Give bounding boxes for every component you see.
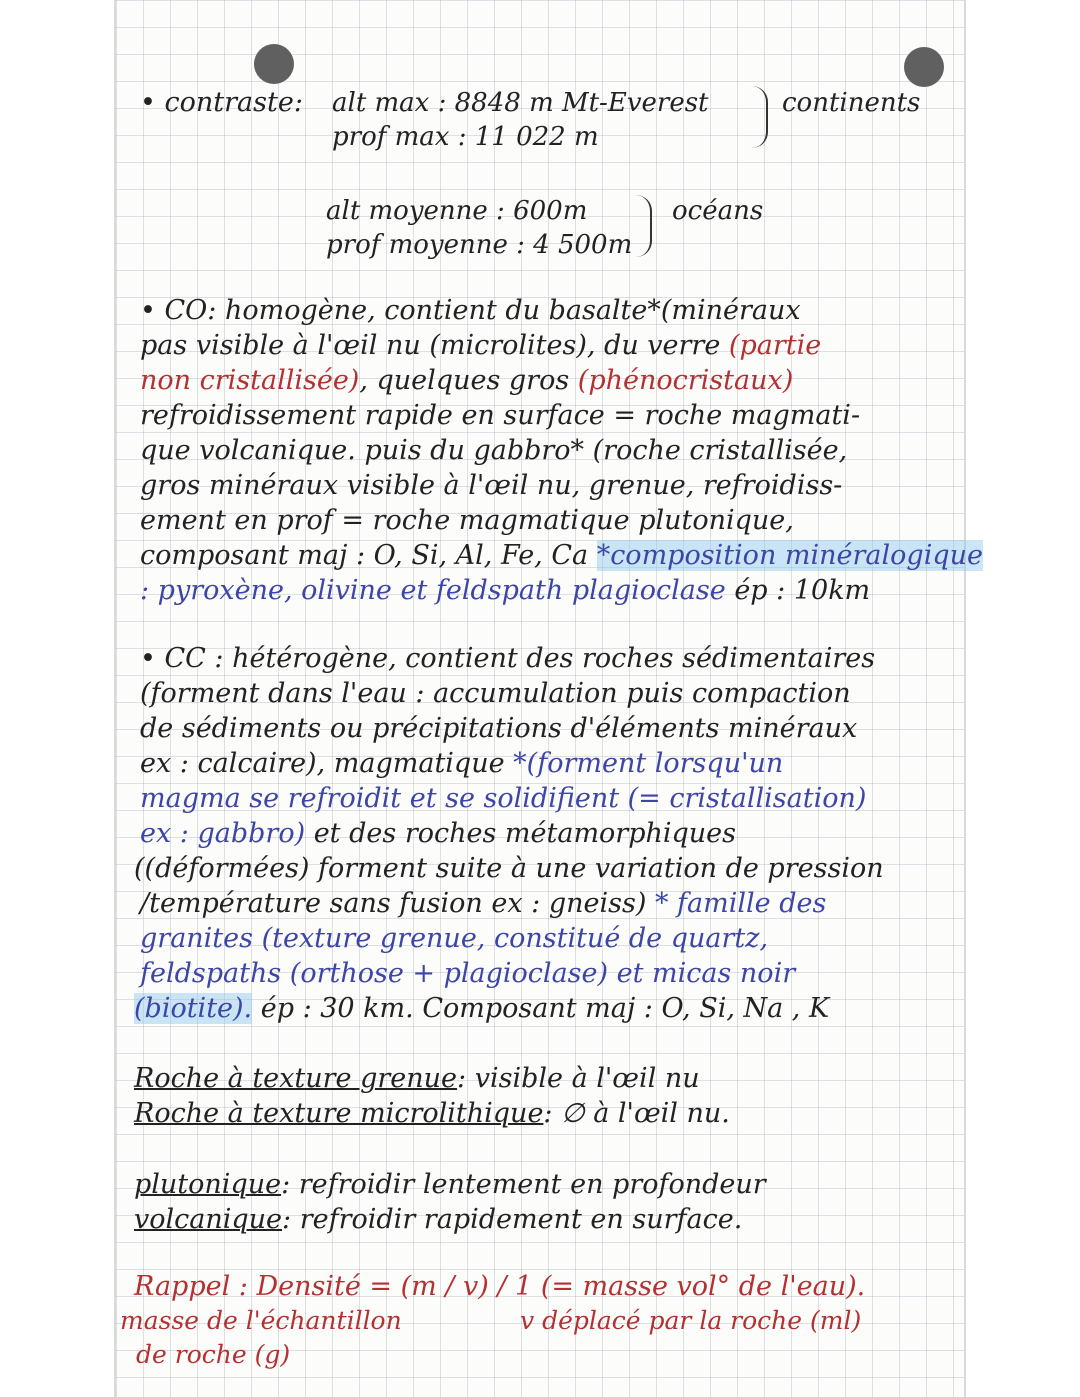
- rappel-volume: v déplacé par la roche (ml): [520, 1306, 862, 1335]
- co-line-7: ement en prof = roche magmatique plutonique,: [140, 505, 794, 536]
- cc-line-6a: ex : gabbro): [140, 818, 306, 849]
- cc-line-11: [134, 994, 829, 1024]
- texture-micro-def: : ∅ à l'œil nu.: [543, 1098, 730, 1129]
- cc-line-3: de sédiments ou précipitations d'éléments minéraux: [140, 713, 858, 744]
- cc-line-9: granites (texture grenue, constitué de quartz,: [140, 923, 769, 954]
- co-line-9b: ép : 10km: [725, 575, 871, 606]
- co-line-5: que volcanique. puis du gabbro* (roche cristallisée,: [140, 435, 848, 466]
- punch-hole-right: [904, 47, 944, 87]
- co-line-4: refroidissement rapide en surface = roche magmati-: [140, 400, 861, 431]
- cc-line-4b: *(forment lorsqu'un: [513, 748, 784, 779]
- type-volcanique: [134, 1205, 742, 1235]
- cc-line-5: magma se refroidit et se solidifient (= cristallisation): [140, 783, 867, 814]
- texture-grenue-label: Roche à texture grenue: [134, 1063, 458, 1094]
- co-line-2b: (partie: [728, 330, 822, 361]
- brace-continents: [752, 86, 768, 148]
- cc-line-1: • CC : hétérogène, contient des roches sédimentaires: [140, 643, 876, 674]
- cc-line-8a: /température sans fusion ex : gneiss): [140, 888, 655, 919]
- co-line-6: gros minéraux visible à l'œil nu, grenue, refroidiss-: [140, 470, 843, 501]
- co-line-3: [140, 366, 793, 396]
- co-line-3a: non cristallisée): [140, 365, 360, 396]
- cc-line-11b: ép : 30 km. Composant maj : O, Si, Na , K: [252, 993, 830, 1024]
- cc-line-10: feldspaths (orthose + plagioclase) et micas noir: [140, 958, 796, 989]
- co-line-2a: pas visible à l'œil nu (microlites), du verre: [140, 330, 729, 361]
- group-oceans: océans: [672, 196, 764, 226]
- co-line-2: [140, 331, 821, 361]
- texture-grenue: [134, 1064, 700, 1094]
- co-line-8: [140, 541, 983, 571]
- co-line-1: • CO: homogène, contient du basalte*(minéraux: [140, 295, 801, 326]
- cc-line-11a: (biotite).: [134, 993, 253, 1024]
- type-plutonique-def: : refroidir lentement en profondeur: [281, 1169, 766, 1200]
- contraste-prof-moyenne: prof moyenne : 4 500m: [326, 230, 633, 260]
- type-volcanique-def: : refroidir rapidement en surface.: [282, 1204, 743, 1235]
- texture-micro: [134, 1099, 730, 1129]
- co-line-8a: composant maj : O, Si, Al, Fe, Ca: [140, 540, 597, 571]
- contraste-alt-max: alt max : 8848 m Mt-Everest: [332, 88, 709, 118]
- brace-oceans: [636, 195, 652, 257]
- rappel-masse: masse de l'échantillon: [120, 1306, 402, 1335]
- cc-line-8: [140, 889, 826, 919]
- rappel-masse-unit: de roche (g): [136, 1340, 291, 1369]
- punch-hole-left: [254, 44, 294, 84]
- co-line-9a: : pyroxène, olivine et feldspath plagioclase: [140, 575, 726, 606]
- rappel-line-1: Rappel : Densité = (m / v) / 1 (= masse vol° de l'eau).: [134, 1271, 866, 1302]
- type-plutonique-label: plutonique: [134, 1169, 282, 1200]
- texture-grenue-def: : visible à l'œil nu: [457, 1063, 700, 1094]
- type-volcanique-label: volcanique: [134, 1204, 283, 1235]
- co-line-3c: (phénocristaux): [577, 365, 794, 396]
- cc-line-4a: ex : calcaire), magmatique: [140, 748, 514, 779]
- co-line-3b: , quelques gros: [359, 365, 578, 396]
- cc-line-7: ((déformées) forment suite à une variation de pression: [134, 853, 884, 884]
- cc-line-6: [140, 819, 736, 849]
- texture-micro-label: Roche à texture microlithique: [134, 1098, 544, 1129]
- contraste-prof-max: prof max : 11 022 m: [332, 122, 599, 152]
- cc-line-2: (forment dans l'eau : accumulation puis compaction: [140, 678, 851, 709]
- cc-line-8b: * famille des: [654, 888, 827, 919]
- co-line-9: [140, 576, 870, 606]
- cc-line-4: [140, 749, 783, 779]
- cc-line-6b: et des roches métamorphiques: [305, 818, 737, 849]
- contraste-label: • contraste:: [140, 87, 303, 118]
- type-plutonique: [134, 1170, 766, 1200]
- co-line-8b: *composition minéralogique: [596, 540, 983, 571]
- contraste-alt-moyenne: alt moyenne : 600m: [326, 196, 588, 226]
- group-continents: continents: [782, 88, 921, 118]
